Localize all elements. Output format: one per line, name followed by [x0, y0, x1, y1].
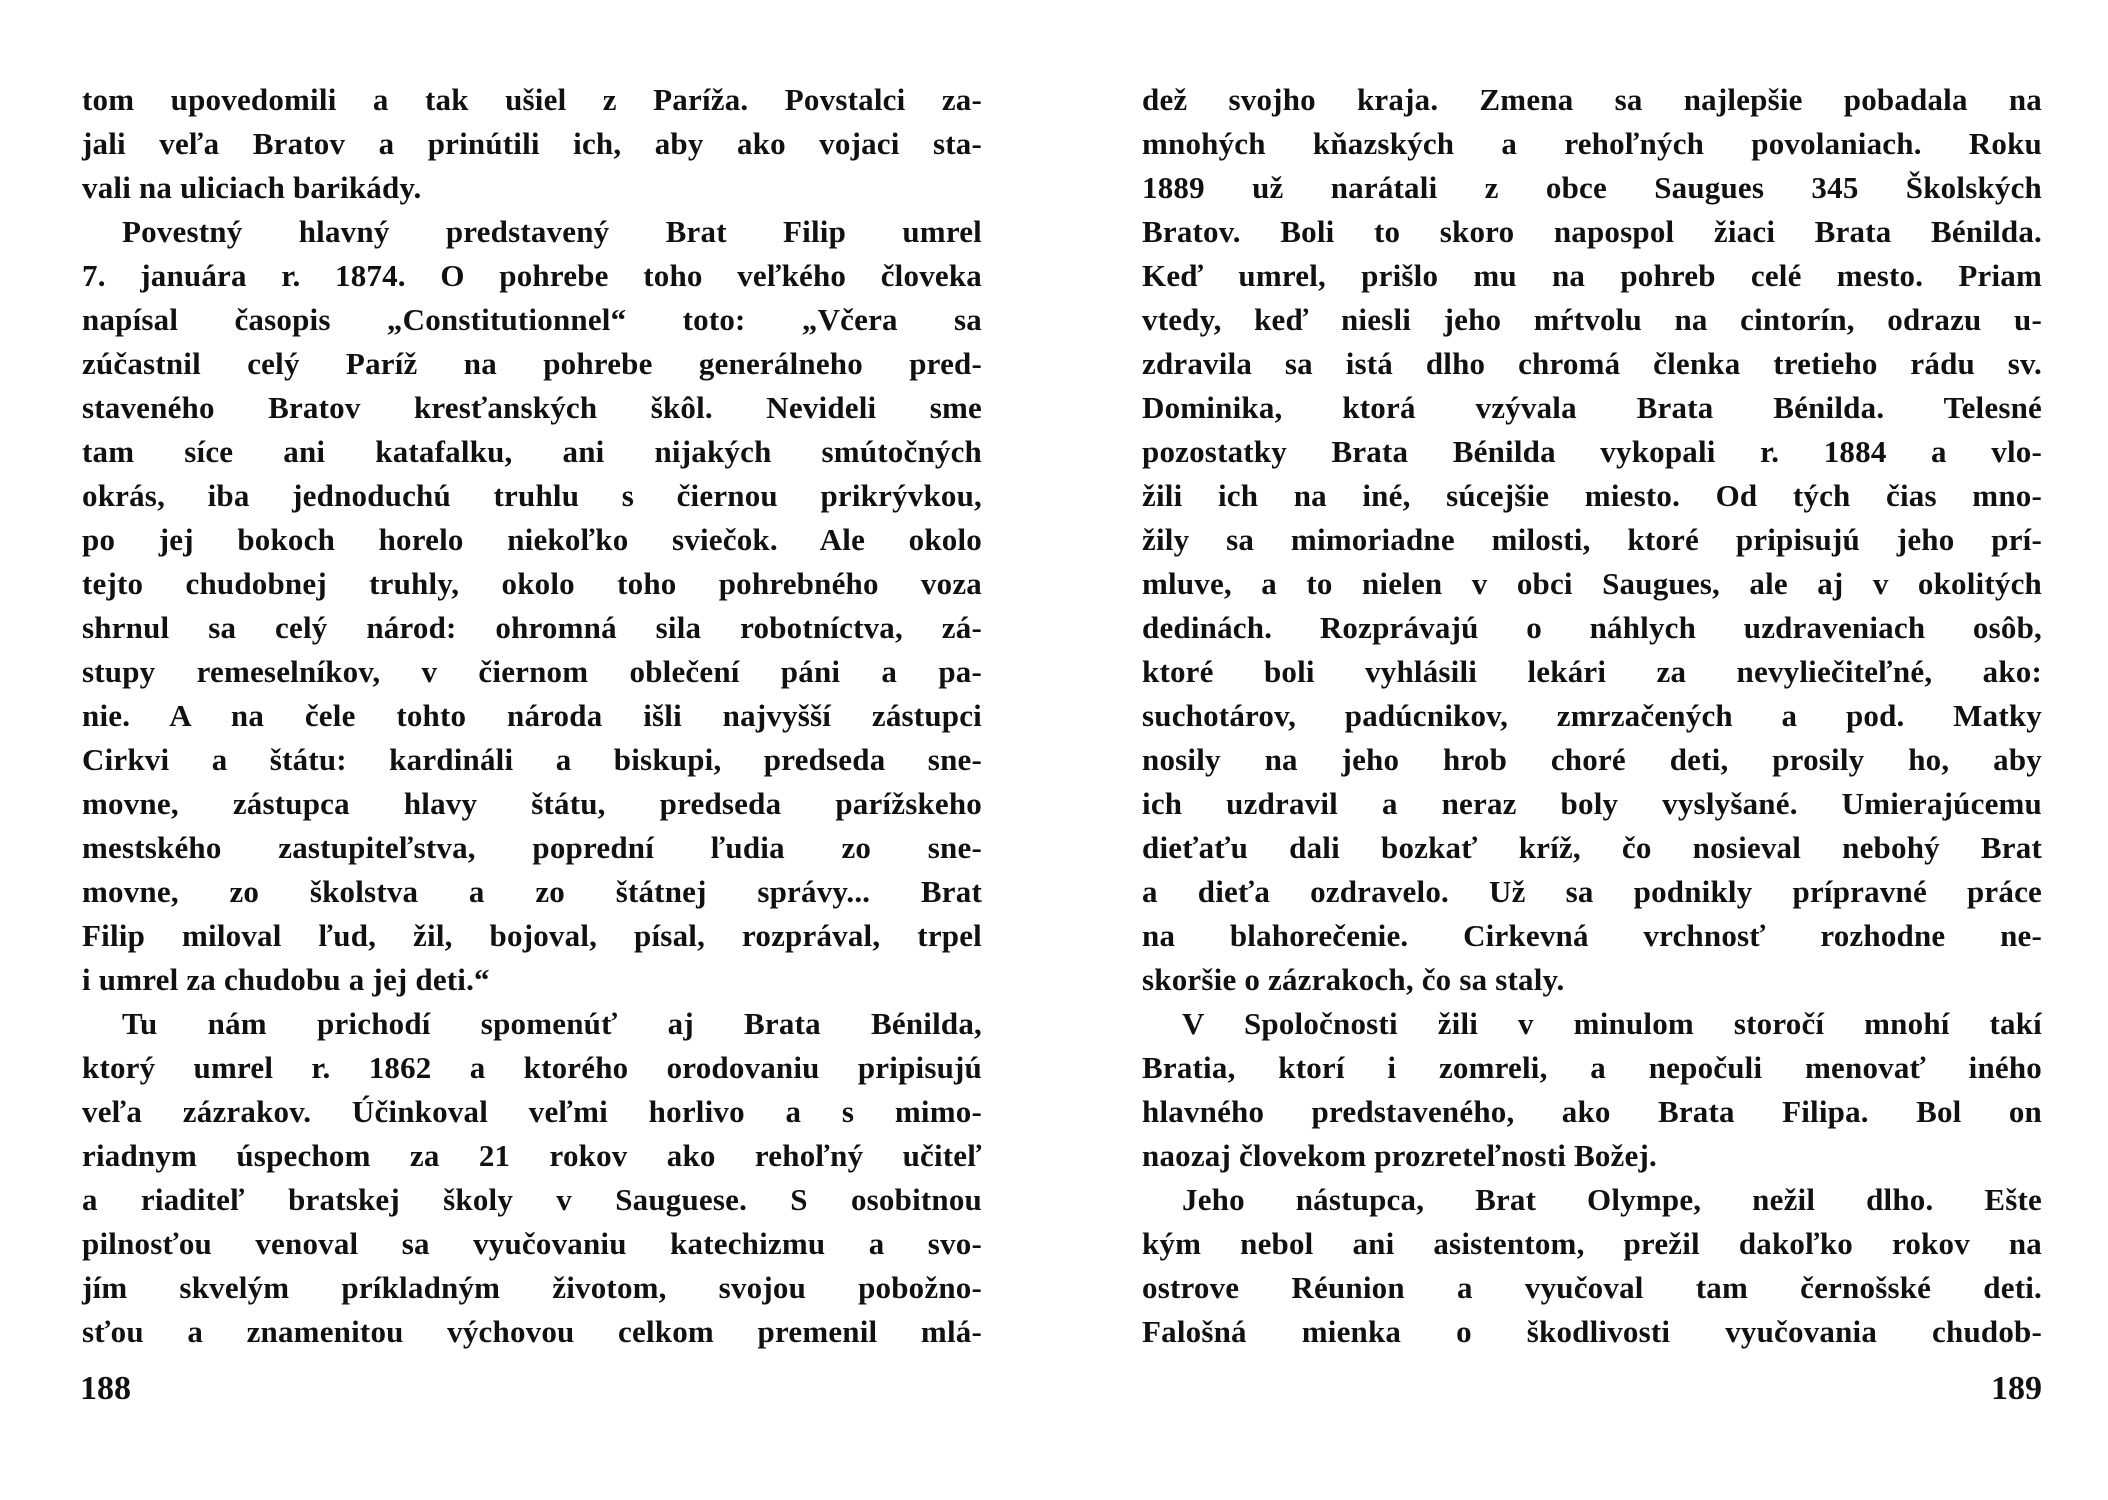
text-line: jali veľa Bratov a prinútili ich, aby ako vojaci sta- — [82, 126, 982, 161]
text-line: dež svojho kraja. Zmena sa najlepšie pobadala na — [1142, 82, 2042, 117]
text-line: veľa zázrakov. Účinkoval veľmi horlivo a s mimo- — [82, 1094, 982, 1129]
text-line: staveného Bratov kresťanských škôl. Nevideli sme — [82, 390, 982, 425]
text-line: movne, zástupca hlavy štátu, predseda parížskeho — [82, 786, 982, 821]
text-line: Povestný hlavný predstavený Brat Filip umrel — [122, 214, 982, 249]
text-line: mestského zastupiteľstva, poprední ľudia zo sne- — [82, 830, 982, 865]
text-line: nie. A na čele tohto národa išli najvyšší zástupci — [82, 698, 982, 733]
text-line: movne, zo školstva a zo štátnej správy... Brat — [82, 874, 982, 909]
text-line: žili ich na iné, súcejšie miesto. Od tých čias mno- — [1142, 478, 2042, 513]
text-line: tom upovedomili a tak ušiel z Paríža. Povstalci za- — [82, 82, 982, 117]
text-line: Bratia, ktorí i zomreli, a nepočuli menovať iného — [1142, 1050, 2042, 1085]
text-line: dieťaťu dali bozkať kríž, čo nosieval nebohý Brat — [1142, 830, 2042, 865]
left-page-number: 188 — [80, 1370, 131, 1407]
text-line: stupy remeselníkov, v čiernom oblečení páni a pa- — [82, 654, 982, 689]
text-line: mnohých kňazských a rehoľných povolaniach. Roku — [1142, 126, 2042, 161]
text-line: Tu nám prichodí spomenúť aj Brata Bénilda, — [122, 1006, 982, 1041]
text-line: pozostatky Brata Bénilda vykopali r. 1884 a vlo- — [1142, 434, 2042, 469]
text-line: vtedy, keď niesli jeho mŕtvolu na cintorín, odrazu u- — [1142, 302, 2042, 337]
text-line: Dominika, ktorá vzývala Brata Bénilda. Telesné — [1142, 390, 2042, 425]
text-line: jím skvelým príkladným životom, svojou pobožno- — [82, 1270, 982, 1305]
text-line: sťou a znamenitou výchovou celkom premenil mlá- — [82, 1314, 982, 1349]
text-line: skoršie o zázrakoch, čo sa staly. — [1142, 962, 1565, 997]
right-page-number: 189 — [1991, 1370, 2042, 1407]
text-line: 7. januára r. 1874. O pohrebe toho veľkého človeka — [82, 258, 982, 293]
text-line: Bratov. Boli to skoro napospol žiaci Brata Bénilda. — [1142, 214, 2042, 249]
left-page — [82, 78, 982, 1478]
text-line: dedinách. Rozprávajú o náhlych uzdraveniach osôb, — [1142, 610, 2042, 645]
text-line: ktoré boli vyhlásili lekári za nevyliečiteľné, ako: — [1142, 654, 2042, 689]
text-line: Jeho nástupca, Brat Olympe, nežil dlho. Ešte — [1182, 1182, 2042, 1217]
text-line: Filip miloval ľud, žil, bojoval, písal, rozprával, trpel — [82, 918, 982, 953]
text-line: hlavného predstaveného, ako Brata Filipa. Bol on — [1142, 1094, 2042, 1129]
text-line: suchotárov, padúcnikov, zmrzačených a pod. Matky — [1142, 698, 2042, 733]
text-line: napísal časopis „Constitutionnel“ toto: „Včera sa — [82, 302, 982, 337]
right-page — [1142, 78, 2042, 1478]
text-line: V Spoločnosti žili v minulom storočí mnohí takí — [1182, 1006, 2042, 1041]
text-line: na blahorečenie. Cirkevná vrchnosť rozhodne ne- — [1142, 918, 2042, 953]
text-line: i umrel za chudobu a jej deti.“ — [82, 962, 490, 997]
text-line: riadnym úspechom za 21 rokov ako rehoľný učiteľ — [82, 1138, 982, 1173]
text-line: Keď umrel, prišlo mu na pohreb celé mesto. Priam — [1142, 258, 2042, 293]
text-line: po jej bokoch horelo niekoľko sviečok. Ale okolo — [82, 522, 982, 557]
text-line: zdravila sa istá dlho chromá členka tretieho rádu sv. — [1142, 346, 2042, 381]
text-line: nosily na jeho hrob choré deti, prosily ho, aby — [1142, 742, 2042, 777]
text-line: shrnul sa celý národ: ohromná sila robotníctva, zá- — [82, 610, 982, 645]
text-line: okrás, iba jednoduchú truhlu s čiernou prikrývkou, — [82, 478, 982, 513]
text-line: tam síce ani katafalku, ani nijakých smútočných — [82, 434, 982, 469]
text-line: ich uzdravil a neraz boly vyslyšané. Umierajúcemu — [1142, 786, 2042, 821]
text-line: tejto chudobnej truhly, okolo toho pohrebného voza — [82, 566, 982, 601]
text-line: a dieťa ozdravelo. Už sa podnikly prípravné práce — [1142, 874, 2042, 909]
text-line: ostrove Réunion a vyučoval tam černošské deti. — [1142, 1270, 2042, 1305]
text-line: žily sa mimoriadne milosti, ktoré pripisujú jeho prí- — [1142, 522, 2042, 557]
text-line: ktorý umrel r. 1862 a ktorého orodovaniu pripisujú — [82, 1050, 982, 1085]
text-line: zúčastnil celý Paríž na pohrebe generálneho pred- — [82, 346, 982, 381]
text-line: naozaj človekom prozreteľnosti Božej. — [1142, 1138, 1657, 1173]
text-line: vali na uliciach barikády. — [82, 170, 422, 205]
text-line: Falošná mienka o škodlivosti vyučovania chudob- — [1142, 1314, 2042, 1349]
text-line: a riaditeľ bratskej školy v Sauguese. S osobitnou — [82, 1182, 982, 1217]
text-line: pilnosťou venoval sa vyučovaniu katechizmu a svo- — [82, 1226, 982, 1261]
text-line: 1889 už narátali z obce Saugues 345 Školských — [1142, 170, 2042, 205]
text-line: Cirkvi a štátu: kardináli a biskupi, predseda sne- — [82, 742, 982, 777]
text-line: kým nebol ani asistentom, prežil dakoľko rokov na — [1142, 1226, 2042, 1261]
text-line: mluve, a to nielen v obci Saugues, ale aj v okolitých — [1142, 566, 2042, 601]
